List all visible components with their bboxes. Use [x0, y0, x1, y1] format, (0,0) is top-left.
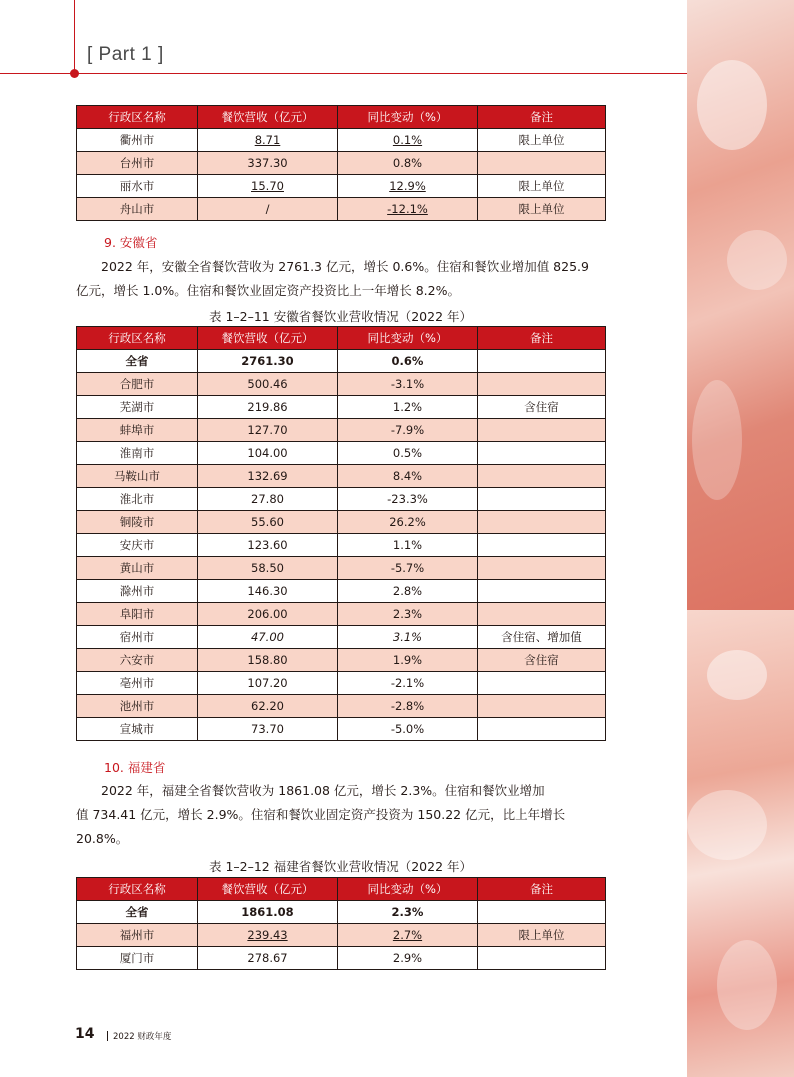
header-vertical-rule — [74, 0, 75, 76]
table-row: 芜湖市 219.86 1.2% 含住宿 — [77, 396, 606, 419]
col-header-note: 备注 — [478, 327, 606, 350]
footer-divider — [107, 1031, 108, 1041]
side-decorative-image — [687, 0, 794, 1077]
col-header-revenue: 餐饮营收（亿元） — [198, 327, 338, 350]
table-row: 台州市 337.30 0.8% — [77, 152, 606, 175]
section-title-fujian: 10. 福建省 — [104, 760, 166, 775]
table-row: 淮南市 104.00 0.5% — [77, 442, 606, 465]
table-row-total: 全省 1861.08 2.3% — [77, 901, 606, 924]
caption-fujian: 表 1–2–12 福建省餐饮业营收情况（2022 年） — [208, 859, 473, 874]
side-image-bottom — [687, 610, 794, 1077]
table-row: 丽水市 15.70 12.9% 限上单位 — [77, 175, 606, 198]
col-header-region: 行政区名称 — [77, 106, 198, 129]
side-image-top — [687, 0, 794, 610]
col-header-yoy: 同比变动（%） — [338, 878, 478, 901]
table-row: 宿州市 47.00 3.1% 含住宿、增加值 — [77, 626, 606, 649]
table-anhui — [76, 326, 606, 741]
table-row: 合肥市 500.46 -3.1% — [77, 373, 606, 396]
col-header-note: 备注 — [478, 106, 606, 129]
col-header-yoy: 同比变动（%） — [338, 327, 478, 350]
header-horizontal-rule — [0, 73, 687, 74]
publication-label: 2022 财政年度 — [113, 1032, 172, 1042]
page-number: 14 — [75, 1026, 95, 1042]
header-dot — [70, 69, 79, 78]
table-row: 六安市 158.80 1.9% 含住宿 — [77, 649, 606, 672]
table-row: 马鞍山市 132.69 8.4% — [77, 465, 606, 488]
table-row: 亳州市 107.20 -2.1% — [77, 672, 606, 695]
table-zhejiang-continued — [76, 105, 606, 221]
table-row: 阜阳市 206.00 2.3% — [77, 603, 606, 626]
table-row: 滁州市 146.30 2.8% — [77, 580, 606, 603]
table-row: 厦门市 278.67 2.9% — [77, 947, 606, 970]
caption-anhui: 表 1–2–11 安徽省餐饮业营收情况（2022 年） — [208, 309, 473, 324]
table-row: 铜陵市 55.60 26.2% — [77, 511, 606, 534]
col-header-revenue: 餐饮营收（亿元） — [198, 106, 338, 129]
table-fujian — [76, 877, 606, 970]
part-label: [ Part 1 ] — [87, 44, 164, 65]
section-title-anhui: 9. 安徽省 — [104, 235, 158, 250]
table-row: 安庆市 123.60 1.1% — [77, 534, 606, 557]
paragraph-anhui: 2022 年，安徽全省餐饮营收为 2761.3 亿元，增长 0.6%。住宿和餐饮业增加值 825.9 亿元，增长 1.0%。住宿和餐饮业固定资产投资比上一年增长 8.2%。 — [76, 259, 589, 298]
col-header-region: 行政区名称 — [77, 327, 198, 350]
col-header-note: 备注 — [478, 878, 606, 901]
table-row-total: 全省 2761.30 0.6% — [77, 350, 606, 373]
col-header-region: 行政区名称 — [77, 878, 198, 901]
table-row: 蚌埠市 127.70 -7.9% — [77, 419, 606, 442]
table-row: 舟山市 / -12.1% 限上单位 — [77, 198, 606, 221]
paragraph-fujian: 2022 年，福建全省餐饮营收为 1861.08 亿元，增长 2.3%。住宿和餐饮业增加 值 734.41 亿元，增长 2.9%。住宿和餐饮业固定资产投资为 150.22 亿元，比上年增长 20.8%。 — [76, 783, 566, 846]
table-row: 福州市 239.43 2.7% 限上单位 — [77, 924, 606, 947]
col-header-yoy: 同比变动（%） — [338, 106, 478, 129]
col-header-revenue: 餐饮营收（亿元） — [198, 878, 338, 901]
table-row: 池州市 62.20 -2.8% — [77, 695, 606, 718]
table-row: 黄山市 58.50 -5.7% — [77, 557, 606, 580]
table-row: 淮北市 27.80 -23.3% — [77, 488, 606, 511]
table-row: 衢州市 8.71 0.1% 限上单位 — [77, 129, 606, 152]
table-row: 宣城市 73.70 -5.0% — [77, 718, 606, 741]
